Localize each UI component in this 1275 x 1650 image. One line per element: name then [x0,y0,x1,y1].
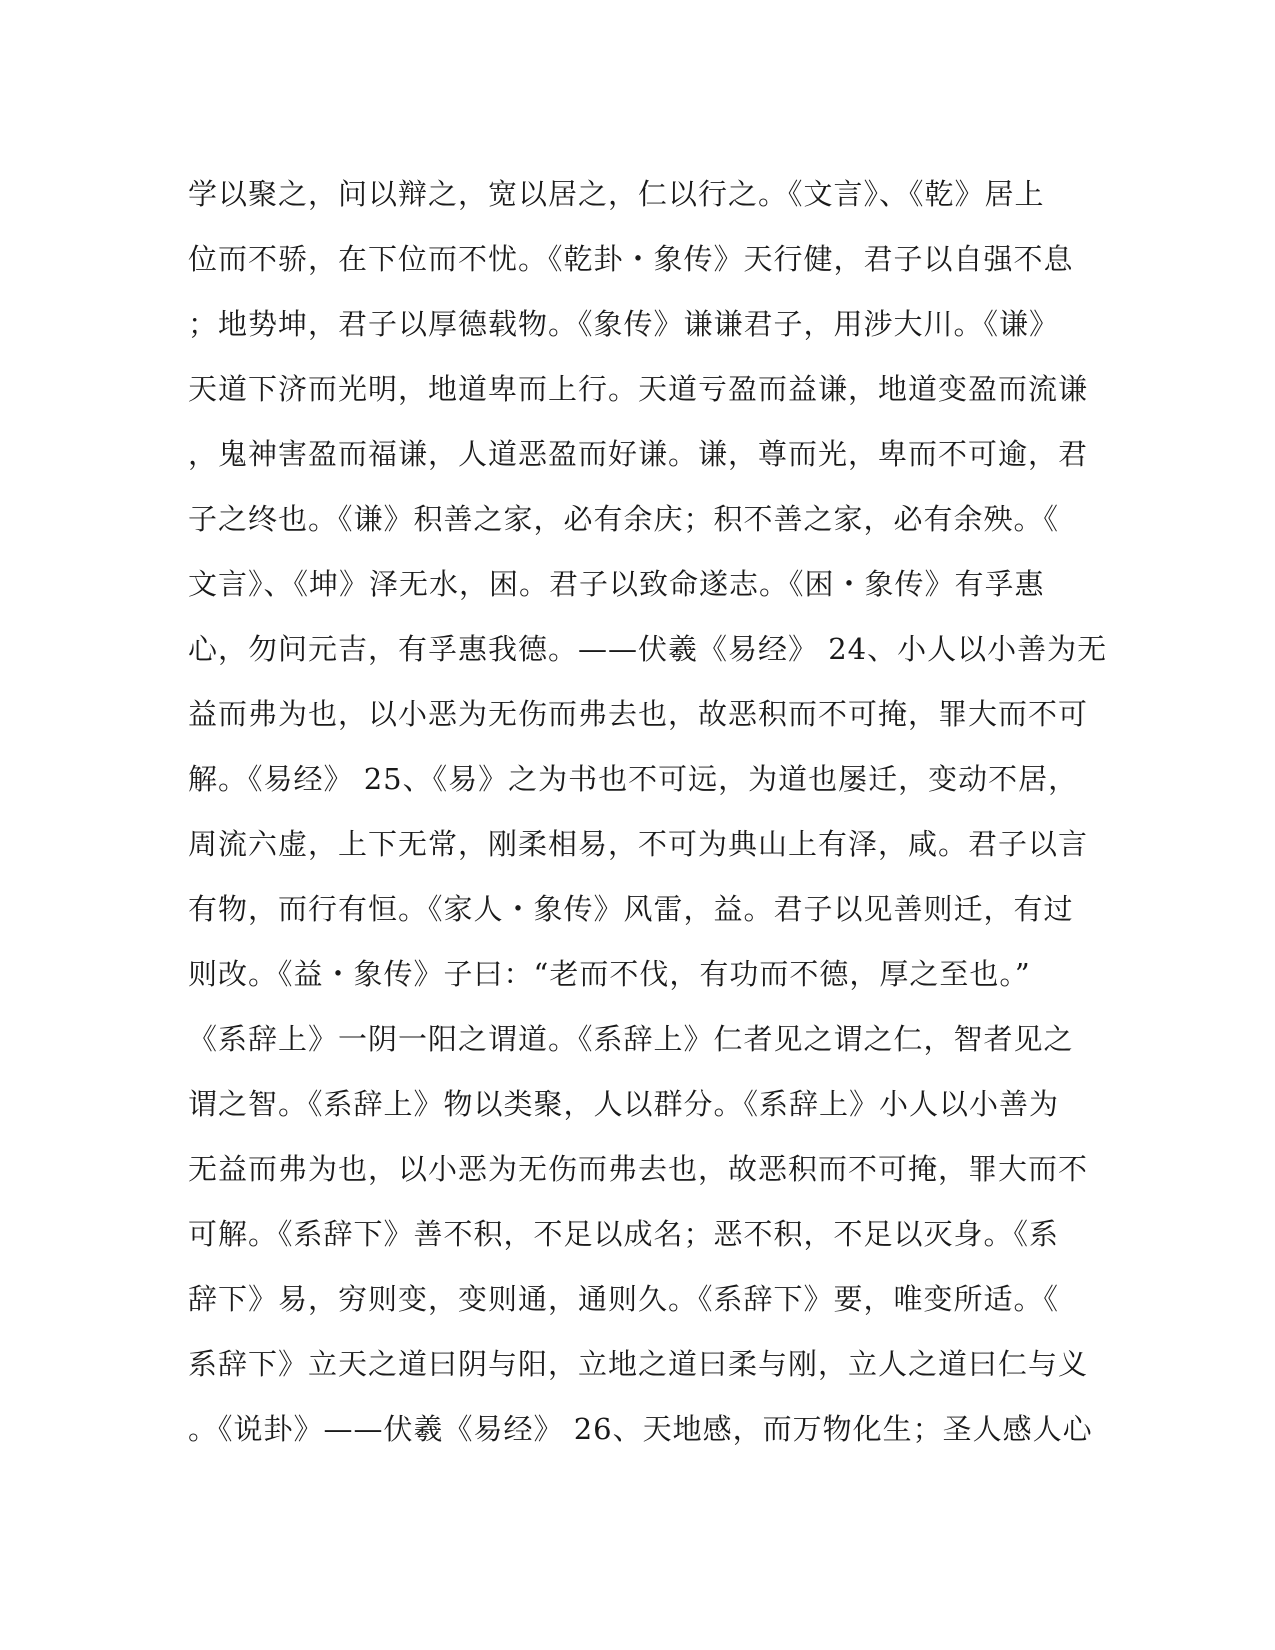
body-text [188,162,1108,1462]
text-line: 则改。《益・象传》子曰：“老而不伐，有功而不德，厚之至也。” [188,957,1031,991]
text-line: 学以聚之，问以辩之，宽以居之，仁以行之。《文言》、《乾》居上 [188,177,1045,211]
text-line: 位而不骄，在下位而不忧。《乾卦・象传》天行健，君子以自强不息 [188,242,1074,276]
text-line: ；地势坤，君子以厚德载物。《象传》谦谦君子，用涉大川。《谦》 [188,307,1060,341]
text-line: 周流六虚，上下无常，刚柔相易，不可为典山上有泽，咸。君子以言 [188,827,1089,861]
text-line: 可解。《系辞下》善不积，不足以成名；恶不积，不足以灭身。《系 [188,1217,1060,1251]
text-line: 解。《易经》 25、《易》之为书也不可远，为道也屡迁，变动不居， [188,762,1079,796]
text-line: 《系辞上》一阴一阳之谓道。《系辞上》仁者见之谓之仁，智者见之 [188,1022,1074,1056]
text-line: 辞下》易，穷则变，变则通，通则久。《系辞下》要，唯变所适。《 [188,1282,1060,1316]
text-line: ，鬼神害盈而福谦，人道恶盈而好谦。谦，尊而光，卑而不可逾，君 [188,437,1089,471]
text-line: 系辞下》立天之道曰阴与阳，立地之道曰柔与刚，立人之道曰仁与义 [188,1347,1089,1381]
text-line: 无益而弗为也，以小恶为无伤而弗去也，故恶积而不可掩，罪大而不 [188,1152,1089,1186]
text-line: 谓之智。《系辞上》物以类聚，人以群分。《系辞上》小人以小善为 [188,1087,1060,1121]
text-line: 益而弗为也，以小恶为无伤而弗去也，故恶积而不可掩，罪大而不可 [188,697,1089,731]
text-line: 。《说卦》——伏羲《易经》 26、天地感，而万物化生；圣人感人心 [188,1412,1093,1446]
text-line: 天道下济而光明，地道卑而上行。天道亏盈而益谦，地道变盈而流谦 [188,372,1089,406]
text-line: 文言》、《坤》泽无水，困。君子以致命遂志。《困・象传》有孚惠 [188,567,1045,601]
text-line: 子之终也。《谦》积善之家，必有余庆；积不善之家，必有余殃。《 [188,502,1060,536]
text-line: 有物，而行有恒。《家人・象传》风雷，益。君子以见善则迁，有过 [188,892,1074,926]
text-line: 心，勿问元吉，有孚惠我德。——伏羲《易经》 24、小人以小善为无 [188,632,1108,666]
